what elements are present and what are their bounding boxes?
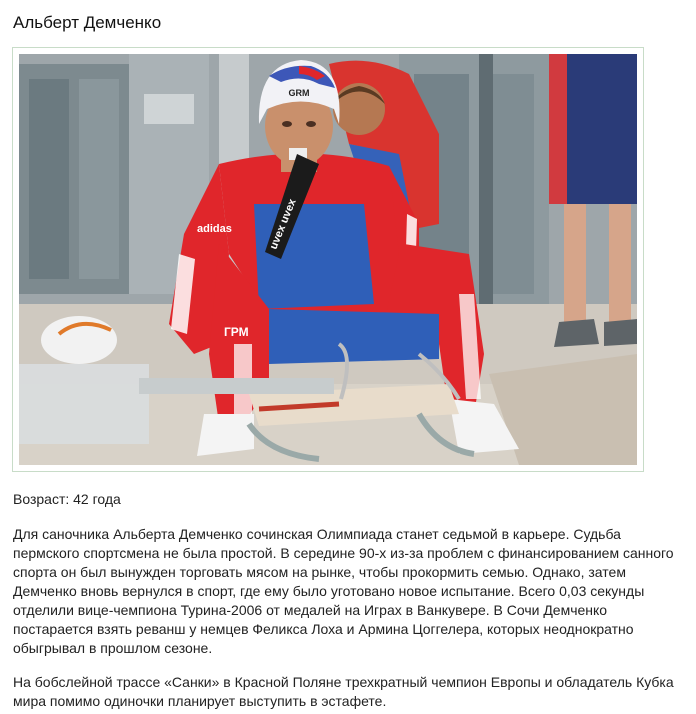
suit-grm-text: ГРМ bbox=[224, 325, 249, 339]
article-paragraph: На бобслейной трассе «Санки» в Красной Поляне трехкратный чемпион Европы и обладатель Кубка мира помимо одиночки планирует выступить в эстафете. bbox=[13, 674, 674, 709]
strap-brand-text: uvex uvex bbox=[267, 197, 299, 252]
suit-adidas-text: adidas bbox=[197, 223, 232, 235]
article-title: Альберт Демченко bbox=[13, 13, 162, 32]
helmet-logo-text: GRM bbox=[288, 88, 310, 98]
athlete-age: Возраст: 42 года bbox=[13, 491, 121, 507]
athlete-photo-illustration bbox=[19, 54, 637, 465]
article-paragraph: Для саночника Альберта Демченко сочинская Олимпиада станет седьмой в карьере. Судьба пермского спортсмена не была простой. В середине 90-х из-за проблем с финансированием санного спорта он был вынужден торговать мясом на рынке, чтобы прокормить семью. Однако, затем Демченко вновь вернулся в спорт, где ему было уготовано новое испытание. Всего 0,03 секунды отделили вице-чемпиона Турина-2006 от медалей на Играх в Ванкувере. В Сочи Демченко постарается взять реванш у немцев Феликса Лоха и Армина Цоггелера, которых неоднократно обыгрывал в прошлом сезоне. bbox=[13, 526, 674, 656]
photo-frame bbox=[12, 47, 644, 472]
athlete-photo bbox=[19, 54, 637, 465]
